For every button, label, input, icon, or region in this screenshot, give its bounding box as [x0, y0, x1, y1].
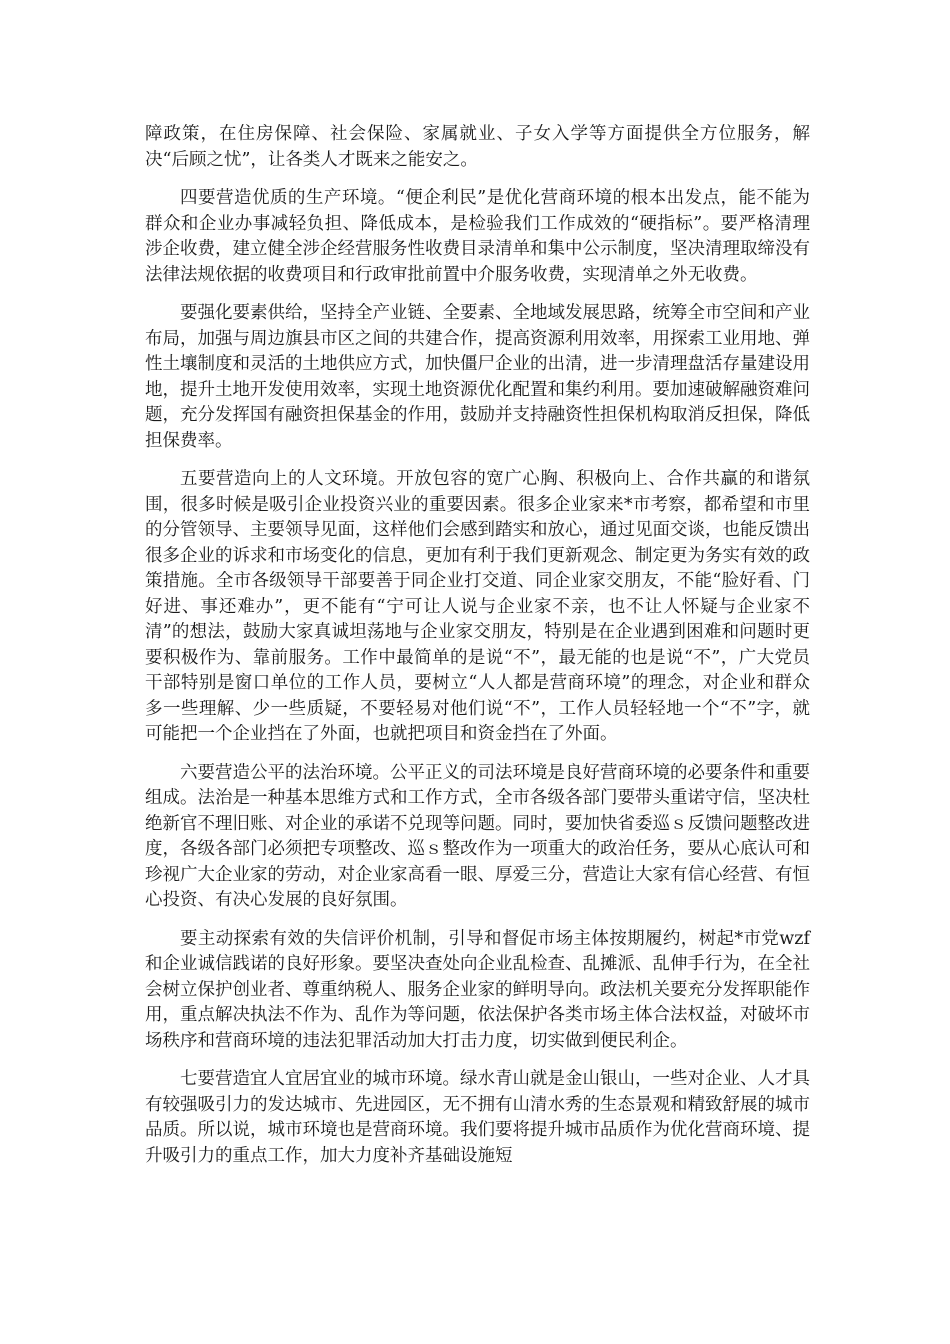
paragraph-urban-environment: 七要营造宜人宜居宜业的城市环境。绿水青山就是金山银山，一些对企业、人才具有较强吸引力的发达城市、先进园区，无不拥有山清水秀的生态景观和精致舒展的城市品质。所以说，城市环境也是营商环境。我们要将提升城市品质作为优化营商环境、提升吸引力的重点工作，加大力度补齐基础设施短	[145, 1069, 810, 1166]
paragraph-factor-supply: 要强化要素供给，坚持全产业链、全要素、全地域发展思路，统筹全市空间和产业布局，加强与周边旗县市区之间的共建合作，提高资源利用效率，用探索工业用地、弹性土壤制度和灵活的土地供应方式，加快僵尸企业的出清，进一步清理盘活存量建设用地，提升土地开发使用效率，实现土地资源优化配置和集约利用。要加速破解融资难问题，充分发挥国有融资担保基金的作用，鼓励并支持融资性担保机构取消反担保，降低担保费率。	[145, 303, 810, 451]
paragraph-cultural-environment: 五要营造向上的人文环境。开放包容的宽广心胸、积极向上、合作共赢的和谐氛围，很多时候是吸引企业投资兴业的重要因素。很多企业家来*市考察，都希望和市里的分管领导、主要领导见面，这样他们会感到踏实和放心，通过见面交谈，也能反馈出很多企业的诉求和市场变化的信息，更加有利于我们更新观念、制定更为务实有效的政策措施。全市各级领导干部要善于同企业打交道、同企业家交朋友，不能“脸好看、门好进、事还难办”，更不能有“宁可让人说与企业家不亲，也不让人怀疑与企业家不清”的想法，鼓励大家真诚坦荡地与企业家交朋友，特别是在企业遇到困难和问题时更要积极作为、靠前服务。工作中最简单的是说“不”，最无能的也是说“不”，广大党员干部特别是窗口单位的工作人员，要树立“人人都是营商环境”的理念，对企业和群众多一些理解、少一些质疑，不要轻易对他们说“不”，工作人员轻轻地一个“不”字，就可能把一个企业挡在了外面，也就把项目和资金挡在了外面。	[145, 469, 810, 744]
document-page	[145, 122, 810, 1182]
paragraph-production-environment: 四要营造优质的生产环境。“便企利民”是优化营商环境的根本出发点，能不能为群众和企业办事减轻负担、降低成本，是检验我们工作成效的“硬指标”。要严格清理涉企收费，建立健全涉企经营服务性收费目录清单和集中公示制度，坚决清理取缔没有法律法规依据的收费项目和行政审批前置中介服务收费，实现清单之外无收费。	[145, 188, 810, 285]
paragraph-legal-environment: 六要营造公平的法治环境。公平正义的司法环境是良好营商环境的必要条件和重要组成。法治是一种基本思维方式和工作方式，全市各级各部门要带头重诺守信，坚决杜绝新官不理旧账、对企业的承诺不兑现等问题。同时，要加快省委巡ｓ反馈问题整改进度，各级各部门必须把专项整改、巡ｓ整改作为一项重大的政治任务，要从心底认可和珍视广大企业家的劳动，对企业家高看一眼、厚爱三分，营造让大家有信心经营、有恒心投资、有决心发展的良好氛围。	[145, 762, 810, 910]
paragraph-continuation: 障政策，在住房保障、社会保险、家属就业、子女入学等方面提供全方位服务，解决“后顾之忧”，让各类人才既来之能安之。	[145, 124, 810, 170]
paragraph-credit-mechanism: 要主动探索有效的失信评价机制，引导和督促市场主体按期履约，树起*市党wzf和企业诚信践诺的良好形象。要坚决查处向企业乱检查、乱摊派、乱伸手行为，在全社会树立保护创业者、尊重纳税人、服务企业家的鲜明导向。政法机关要充分发挥职能作用，重点解决执法不作为、乱作为等问题，依法保护各类市场主体合法权益，对破坏市场秩序和营商环境的违法犯罪活动加大打击力度，切实做到便民利企。	[145, 928, 810, 1051]
